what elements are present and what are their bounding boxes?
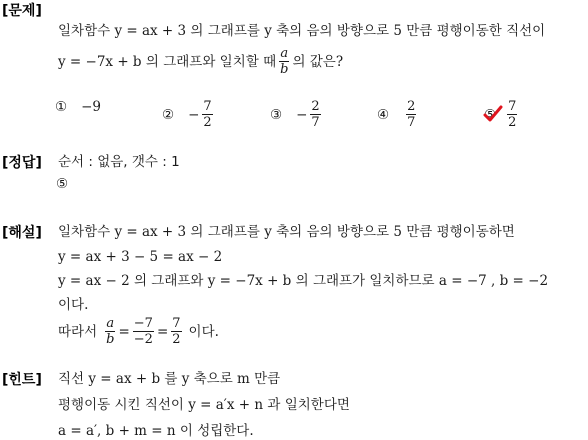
choice-4-fraction xyxy=(406,99,416,130)
choice-2-sign: − xyxy=(188,106,200,123)
choice-3-fraction xyxy=(310,99,320,130)
choice-1-value: −9 xyxy=(81,99,102,115)
hint-line-3: a = a′, b + m = n 이 성립한다. xyxy=(58,423,254,439)
choice-2-frac-num: 7 xyxy=(203,99,212,114)
answer-label: [정답] xyxy=(2,155,42,171)
equals-sign-1: = xyxy=(118,323,130,340)
choice-2-number: ② xyxy=(162,106,175,123)
explanation-frac-3-num: 7 xyxy=(172,316,181,331)
explanation-line-2: y = ax + 3 − 5 = ax − 2 xyxy=(58,249,223,265)
explanation-frac-3-den: 2 xyxy=(172,332,181,347)
explanation-frac-1-num: a xyxy=(106,316,115,331)
question-line-2-end: 의 값은? xyxy=(292,53,344,70)
choice-5-frac-den: 2 xyxy=(508,115,517,130)
hint-line-1: 직선 y = ax + b 를 y 축으로 m 만큼 xyxy=(58,371,281,387)
explanation-line-3: y = ax − 2 의 그래프와 y = −7x + b 의 그래프가 일치하므로 a = −7 , b = −2 xyxy=(58,273,549,289)
choice-2-frac-den: 2 xyxy=(203,115,212,130)
equals-sign-2: = xyxy=(156,323,169,340)
question-frac-den: b xyxy=(280,62,289,77)
explanation-frac-2 xyxy=(133,316,154,347)
choice-3-number: ③ xyxy=(270,106,283,123)
choice-4-frac-den: 7 xyxy=(407,115,416,130)
choice-5-number: ⑤ xyxy=(484,106,497,123)
question-line-2 xyxy=(58,46,343,77)
answer-line-2: ⑤ xyxy=(56,176,69,192)
hint-line-2: 평행이동 시킨 직선이 y = a′x + n 과 일치한다면 xyxy=(58,397,350,413)
choice-1[interactable] xyxy=(55,99,101,115)
question-line-2-text: y = −7x + b 의 그래프와 일치할 때 xyxy=(58,53,277,70)
choice-1-number: ① xyxy=(55,99,68,115)
explanation-frac-2-num: −7 xyxy=(133,316,153,331)
explanation-frac-1-den: b xyxy=(106,332,115,347)
choice-4-number: ④ xyxy=(377,106,390,123)
explanation-frac-3 xyxy=(171,316,181,347)
choice-5-fraction xyxy=(507,99,517,130)
explanation-line-4: 이다. xyxy=(58,297,89,313)
explanation-therefore: 따라서 xyxy=(58,323,98,340)
choice-4[interactable] xyxy=(377,99,419,130)
question-line-1: 일차함수 y = ax + 3 의 그래프를 y 축의 음의 방향으로 5 만큼 평행이동한 직선이 xyxy=(58,23,546,39)
answer-line-1: 순서 : 없음, 갯수 : 1 xyxy=(58,154,180,170)
choice-2-fraction xyxy=(202,99,212,130)
choice-3-sign: − xyxy=(296,106,308,123)
choice-4-frac-num: 2 xyxy=(407,99,416,114)
choice-3-frac-num: 2 xyxy=(311,99,320,114)
question-frac-num: a xyxy=(280,46,289,61)
choice-3[interactable] xyxy=(270,99,324,130)
explanation-line-5 xyxy=(58,316,219,347)
choice-5-frac-num: 7 xyxy=(508,99,517,114)
explanation-frac-1 xyxy=(105,316,115,347)
checkmark-icon xyxy=(483,104,503,124)
choice-3-frac-den: 7 xyxy=(311,115,320,130)
choice-2[interactable] xyxy=(162,99,216,130)
explanation-line-5-end: 이다. xyxy=(188,323,219,340)
question-label: [문제] xyxy=(2,3,42,19)
explanation-frac-2-den: −2 xyxy=(133,332,153,347)
explanation-line-1: 일차함수 y = ax + 3 의 그래프를 y 축의 음의 방향으로 5 만큼 평행이동하면 xyxy=(58,224,515,240)
question-fraction xyxy=(279,46,289,77)
explanation-label: [해설] xyxy=(2,225,42,241)
hint-label: [힌트] xyxy=(2,372,42,388)
